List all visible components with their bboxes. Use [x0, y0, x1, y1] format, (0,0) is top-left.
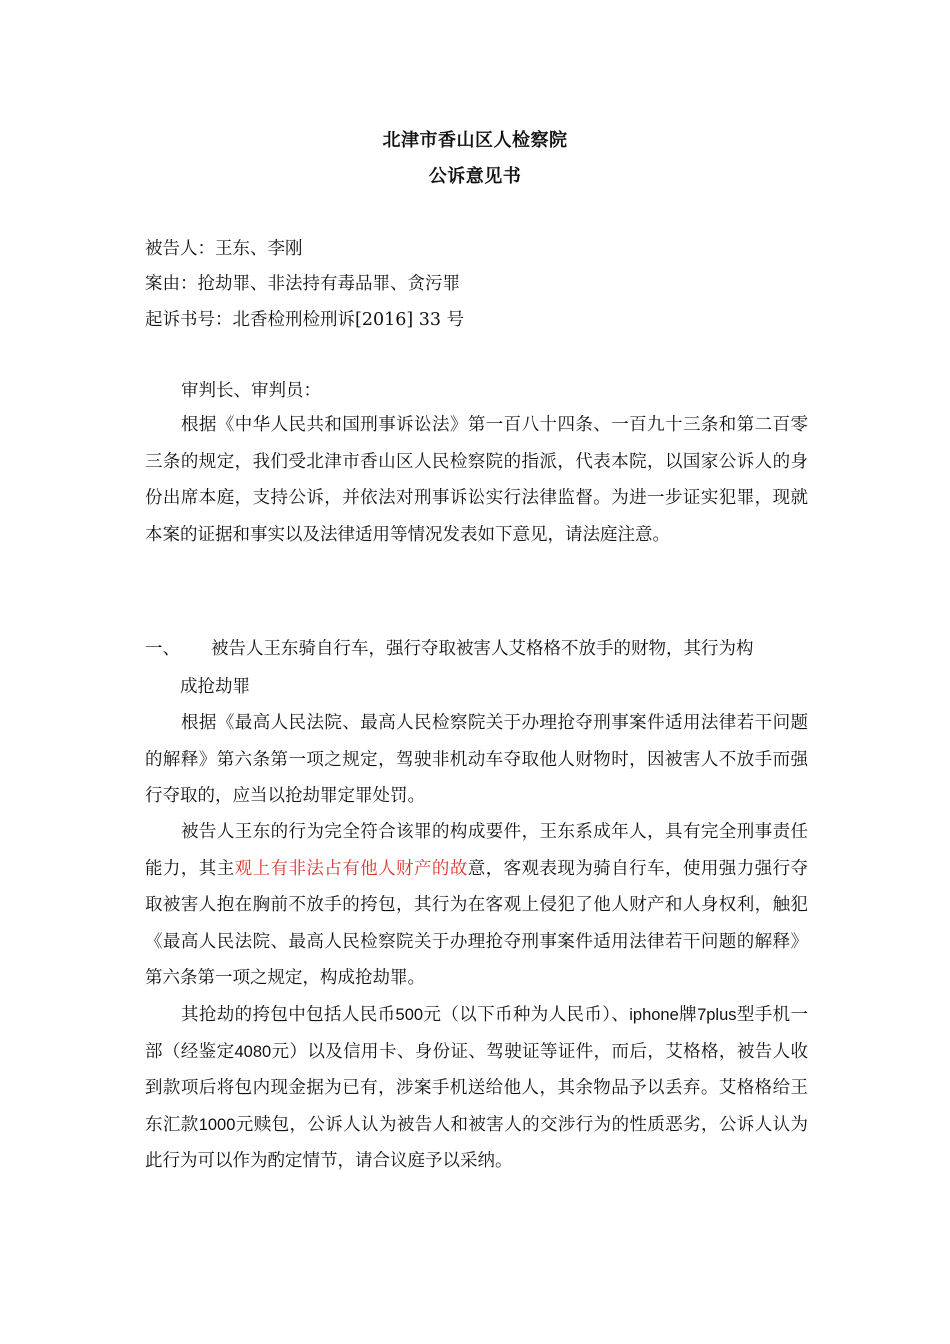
section-1-heading-text1: 被告人王东骑自行车，强行夺取被害人艾格格不放手的财物，其行为构 — [211, 639, 754, 659]
items-text-1: 其抢劫的挎包中包括人民币 — [181, 1005, 396, 1025]
section-1-heading-line1 — [145, 630, 808, 668]
section-1-number: 一、 — [145, 639, 180, 659]
items-text-3: 牌 — [678, 1005, 698, 1025]
intro-paragraph: 根据《中华人民共和国刑事诉讼法》第一百八十四条、一百九十三条和第二百零三条的规定，我们受北津市香山区人民检察院的指派，代表本院，以国家公诉人的身份出席本庭，支持公诉，并依法对刑事诉讼实行法律监督。为进一步证实犯罪，现就本案的证据和事实以及法律适用等情况发表如下意见，请法庭注意。 — [145, 415, 808, 545]
items-text-4: 型手机一部（经鉴定 — [145, 1005, 809, 1062]
org-name-heading: 北津市香山区人检察院 — [382, 130, 568, 151]
facts-text-before: 被告人王东的行为完全符合该罪的构成要件，王东系成年人，具有完全刑事责任能力，其主 — [145, 822, 808, 879]
items-model: 7plus — [697, 1006, 737, 1024]
items-amount-3: 1000 — [198, 1115, 236, 1134]
items-amount-1: 500 — [395, 1006, 424, 1024]
items-text-2: 元（以下币种为人民币）、 — [423, 1005, 630, 1025]
section-1-facts-paragraph — [145, 814, 808, 997]
defendants-line: 被告人：王东、李刚 — [145, 239, 303, 259]
section-1-heading — [145, 630, 808, 706]
charges-line: 案由：抢劫罪、非法持有毒品罪、贪污罪 — [145, 274, 460, 294]
items-amount-2: 4080 — [234, 1042, 272, 1061]
items-text-6: 元赎包，公诉人认为被告人和被害人的交涉行为的性质恶劣，公诉人认为此行为可以作为酌定情节，请合议庭予以采纳。 — [145, 1114, 809, 1171]
facts-text-after: 意，客观表现为骑自行车，使用强力强行夺取被害人抱在胸前不放手的挎包，其行为在客观上侵犯了他人财产和人身权利，触犯《最高人民法院、最高人民检察院关于办理抢夺刑事案件适用法律若干问题的解释》第六条第一项之规定，构成抢劫罪。 — [145, 858, 809, 988]
document-title: 公诉意见书 — [428, 166, 522, 187]
items-brand: iphone — [629, 1006, 679, 1024]
indictment-number-line: 起诉书号：北香检刑检刑诉[2016] 33 号 — [145, 310, 465, 330]
section-1-law-paragraph: 根据《最高人民法院、最高人民检察院关于办理抢夺刑事案件适用法律若干问题的解释》第六条第一项之规定，驾驶非机动车夺取他人财物时，因被害人不放手而强行夺取的，应当以抢劫罪定罪处罚。 — [145, 713, 808, 806]
section-1-heading-line2: 成抢劫罪 — [180, 677, 250, 697]
section-1-items-paragraph — [145, 997, 808, 1180]
facts-highlighted-text: 观上有非法占有他人财产的故 — [234, 858, 468, 879]
items-text-5: 元）以及信用卡、身份证、驾驶证等证件，而后，艾格格，被告人收到款项后将包内现金据为已有，涉案手机送给他人，其余物品予以丢弃。艾格格给王东汇款 — [145, 1041, 808, 1135]
salutation: 审判长、审判员： — [181, 381, 321, 401]
